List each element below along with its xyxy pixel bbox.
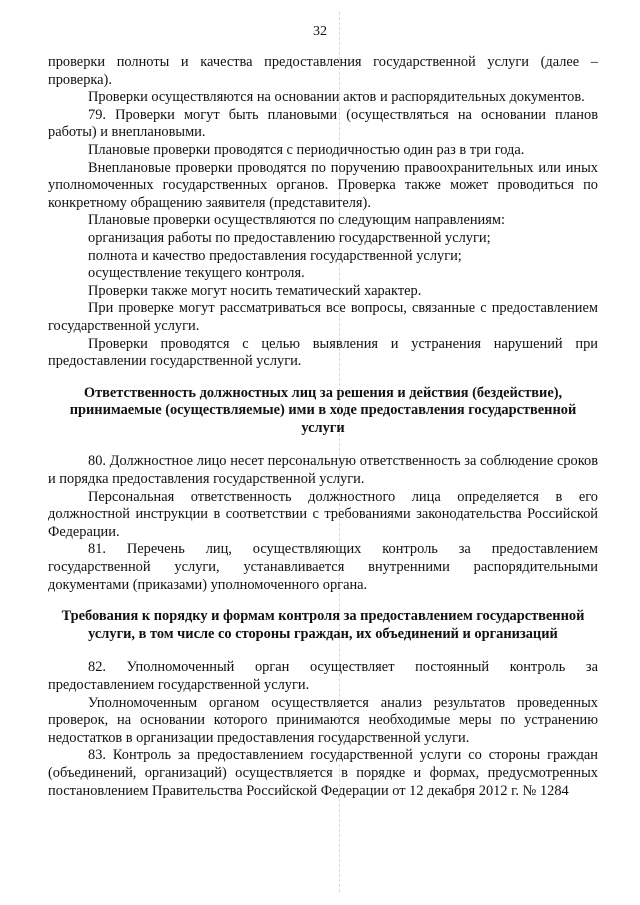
- paragraph: Плановые проверки осуществляются по следующим направлениям:: [88, 212, 505, 229]
- page-number: 32: [313, 24, 327, 39]
- document-body: [48, 54, 598, 800]
- paragraph: Проверки также могут носить тематический характер.: [88, 282, 422, 299]
- paragraph: осуществление текущего контроля.: [88, 265, 305, 282]
- paragraph: Плановые проверки проводятся с периодичностью один раз в три года.: [88, 141, 525, 158]
- section-heading: Требования к порядку и формам контроля за предоставлением государственной услуги, в том числе со стороны граждан, их объединений и организаций: [61, 608, 585, 642]
- paragraph: 79. Проверки могут быть плановыми (осуществляться на основании планов работы) и внеплановыми.: [48, 106, 598, 141]
- paragraph: Проверки проводятся с целью выявления и устранения нарушений при предоставлении государственной услуги.: [48, 335, 598, 370]
- paragraph: 82. Уполномоченный орган осуществляет постоянный контроль за предоставлением государственной услуги.: [48, 659, 598, 693]
- section-heading: Ответственность должностных лиц за решения и действия (бездействие), принимаемые (осуществляемые) ими в ходе предоставления государственной услуги: [69, 384, 577, 436]
- paragraph: полнота и качество предоставления государственной услуги;: [88, 247, 462, 264]
- paragraph: Проверки осуществляются на основании актов и распорядительных документов.: [88, 89, 585, 106]
- paragraph: организация работы по предоставлению государственной услуги;: [88, 229, 491, 246]
- paragraph: При проверке могут рассматриваться все вопросы, связанные с предоставлением государственной услуги.: [48, 300, 598, 334]
- paragraph: Персональная ответственность должностного лица определяется в его должностной инструкции в соответствии с требованиями законодательства Российской Федерации.: [48, 488, 598, 540]
- paragraph: проверки полноты и качества предоставления государственной услуги (далее – проверка).: [48, 54, 598, 88]
- paragraph: Внеплановые проверки проводятся по поручению правоохранительных или иных уполномоченных государственных органов. Проверка также может проводиться по конкретному обращению заявителя (представителя).: [48, 159, 598, 211]
- paragraph: Уполномоченным органом осуществляется анализ результатов проведенных проверок, на основании которого принимаются необходимые меры по устранению недостатков в организации предоставления государственной услуги.: [48, 694, 598, 746]
- paragraph: 83. Контроль за предоставлением государственной услуги со стороны граждан (объединений, организаций) осуществляется в порядке и формах, предусмотренных постановлением Правительства Российской Федерации от 12 декабря 2012 г. № 1284: [48, 747, 598, 799]
- paragraph: 80. Должностное лицо несет персональную ответственность за соблюдение сроков и порядка предоставления государственной услуги.: [48, 453, 598, 488]
- paragraph: 81. Перечень лиц, осуществляющих контроль за предоставлением государственной услуги, устанавливается внутренними распорядительными документами (приказами) уполномоченного органа.: [48, 541, 598, 593]
